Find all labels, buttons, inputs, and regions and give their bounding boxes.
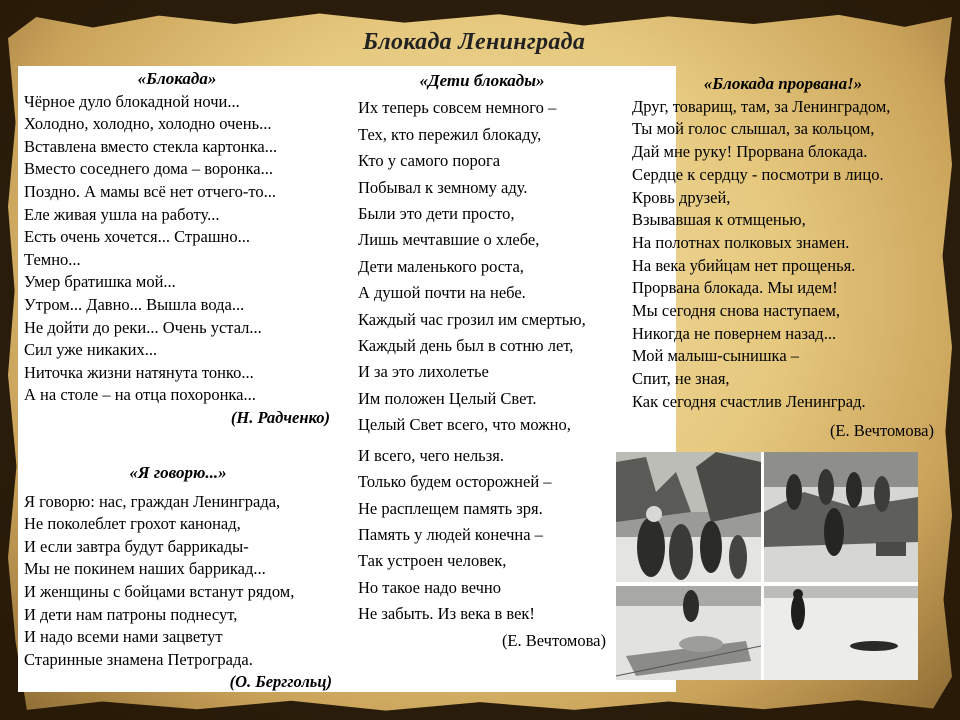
poem-lines (358, 443, 606, 628)
poem-line: Вместо соседнего дома – воронка... (24, 159, 273, 179)
poem-line: Мой малыш-сынишка – (632, 346, 800, 366)
poem-line: Прорвана блокада. Мы идем! (632, 278, 838, 298)
poem-title: «Я говорю...» (129, 463, 227, 482)
poem-line: Не поколеблет грохот канонад, (24, 514, 241, 534)
poem-line: Никогда не повернем назад... (632, 323, 837, 343)
poem-author: (Е. Вечтомова) (829, 420, 934, 440)
poem-line: На полотнах полковых знамен. (632, 232, 850, 252)
poem-line: Как сегодня счастлив Ленинград. (632, 391, 866, 411)
poem-blokada (24, 68, 330, 430)
poem-line: Умер братишка мой... (24, 272, 176, 292)
poem-line: Ты мой голос слышал, за кольцом, (632, 119, 875, 139)
poem-line: Не расплещем память зря. (358, 498, 543, 518)
poem-line: Я говорю: нас, граждан Ленинграда, (24, 491, 281, 511)
poem-line: Так устроен человек, (358, 551, 507, 571)
poem-deti-blokady (358, 68, 606, 654)
poem-author: (Н. Радченко) (230, 407, 330, 427)
poem-line: Еле живая ушла на работу... (24, 204, 220, 224)
poem-line: Холодно, холодно, холодно очень... (24, 114, 272, 134)
page-title: Блокада Ленинграда (362, 29, 586, 55)
poem-line: Не забыть. Из века в век! (358, 604, 535, 624)
poem-line: Были это дети просто, (358, 204, 515, 224)
poem-lines (24, 491, 332, 672)
poem-govoryu (24, 462, 332, 694)
poem-line: Спит, не зная, (632, 369, 730, 389)
poem-title: «Блокада» (137, 69, 217, 88)
poem-line: Дай мне руку! Прорвана блокада. (632, 142, 868, 162)
poem-line: Их теперь совсем немного – (358, 98, 557, 118)
poem-line: Побывал к земному аду. (358, 177, 528, 197)
poem-line: И за это лихолетье (358, 362, 489, 382)
poem-line: Взывавшая к отмщенью, (632, 210, 806, 230)
poem-line: Друг, товарищ, там, за Ленинградом, (632, 96, 891, 116)
poem-line: Есть очень хочется... Страшно... (24, 227, 251, 247)
poem-line: Мы не покинем наших баррикад... (24, 559, 266, 579)
poem-line: Память у людей конечна – (358, 524, 543, 544)
photo-icon (764, 586, 918, 680)
poem-line: Мы сегодня снова наступаем, (632, 301, 840, 321)
poem-line: Сил уже никаких... (24, 340, 158, 360)
poem-line: А душой почти на небе. (358, 283, 526, 303)
poem-lines (24, 91, 330, 407)
poem-line: Лишь мечтавшие о хлебе, (358, 230, 540, 250)
poem-line: Не дойти до реки... Очень устал... (24, 317, 262, 337)
poem-line: И надо всеми нами зацветут (24, 627, 223, 647)
poem-line: Кровь друзей, (632, 187, 731, 207)
poem-line: Ниточка жизни натянута тонко... (24, 362, 254, 382)
poem-line: Кто у самого порога (358, 151, 501, 171)
poem-blokada-prorvana (632, 73, 934, 442)
poem-line: Им положен Целый Свет. (358, 388, 537, 408)
poem-line: Темно... (24, 249, 81, 269)
poem-line: И женщины с бойцами встанут рядом, (24, 581, 295, 601)
poem-title: «Дети блокады» (419, 71, 545, 90)
poem-lines (358, 95, 606, 438)
poem-line: Дети маленького роста, (358, 256, 524, 276)
poem-line: Тех, кто пережил блокаду, (358, 124, 542, 144)
poem-line: Каждый час грозил им смертью, (358, 309, 586, 329)
poem-line: Утром... Давно... Вышла вода... (24, 294, 245, 314)
poem-line: И дети нам патроны поднесут, (24, 604, 238, 624)
poem-author: (О. Берггольц) (229, 672, 332, 692)
poem-author: (Е. Вечтомова) (501, 630, 606, 650)
poem-line: Поздно. А мамы всё нет отчего-то... (24, 181, 276, 201)
photo-icon (616, 452, 761, 582)
poem-line: Каждый день был в сотню лет, (358, 336, 574, 356)
poem-line: Целый Свет всего, что можно, (358, 415, 571, 435)
photo-collage (616, 452, 918, 680)
poem-line: Но такое надо вечно (358, 577, 502, 597)
photo-icon (764, 452, 918, 582)
poem-line: Только будем осторожней – (358, 472, 552, 492)
poem-lines (632, 96, 934, 414)
poem-line: Вставлена вместо стекла картонка... (24, 136, 278, 156)
poem-line: Сердце к сердцу - посмотри в лицо. (632, 164, 884, 184)
poem-title: «Блокада прорвана!» (703, 74, 863, 93)
poem-line: Старинные знамена Петрограда. (24, 649, 253, 669)
poem-line: Чёрное дуло блокадной ночи... (24, 91, 240, 111)
poem-line: На века убийцам нет прощенья. (632, 255, 856, 275)
poem-line: И всего, чего нельзя. (358, 445, 504, 465)
poem-line: И если завтра будут баррикады- (24, 536, 249, 556)
photo-icon (616, 586, 761, 680)
poem-line: А на столе – на отца похоронка... (24, 385, 256, 405)
